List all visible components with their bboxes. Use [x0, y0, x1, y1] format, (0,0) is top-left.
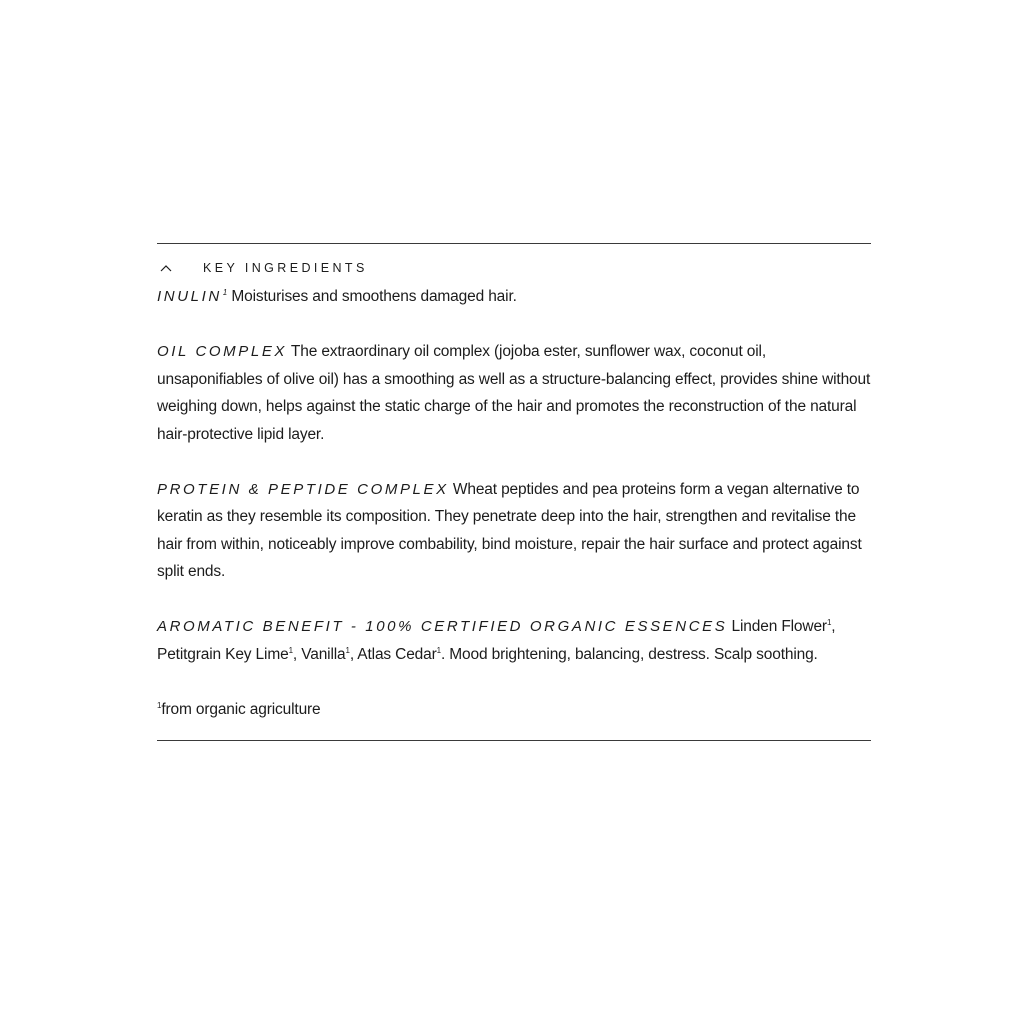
- footnote-mark: 1: [222, 288, 228, 297]
- ingredient-name: AROMATIC BENEFIT - 100% CERTIFIED ORGANIC ESSENCES: [157, 618, 728, 635]
- ingredient-inulin: [157, 283, 871, 311]
- ingredient-name: PROTEIN & PEPTIDE COMPLEX: [157, 480, 449, 498]
- footnote-mark: 1: [157, 700, 162, 710]
- essence-item: , Petitgrain Key Lime$^1$: [157, 618, 836, 663]
- ingredient-description: The extraordinary oil complex (jojoba ester, sunflower wax, coconut oil, unsaponifiables of olive oil) has a smoothing as well as a structure-balancing effect, provides shine without weighing down, helps against the static charge of the hair and promotes the reconstruction of the natural hair-protective lipid layer.: [157, 343, 871, 443]
- ingredient-protein-complex: [157, 476, 871, 586]
- chevron-up-icon: [159, 261, 173, 275]
- footnote-text: from organic agriculture: [161, 700, 321, 718]
- ingredient-description: . Mood brightening, balancing, destress. Scalp soothing.: [440, 645, 818, 663]
- ingredient-name: OIL COMPLEX: [157, 343, 288, 360]
- footnote-mark: 1: [826, 617, 832, 627]
- ingredient-description: Wheat peptides and pea proteins form a vegan alternative to keratin as they resemble its composition. They penetrate deep into the hair, strengthen and revitalise the hair from within, noticeably improve combability, bind moisture, repair the hair surface and protect against split ends.: [157, 480, 862, 580]
- top-divider: [157, 243, 871, 244]
- key-ingredients-panel: [157, 243, 871, 741]
- footnote-mark: 1: [436, 645, 441, 655]
- footnote-mark: 1: [288, 645, 293, 655]
- bottom-divider: [157, 740, 871, 741]
- key-ingredients-toggle[interactable]: [157, 253, 871, 283]
- footnote: [157, 696, 871, 724]
- ingredient-aromatic-benefit: [157, 613, 871, 668]
- ingredient-name: INULIN$^1$: [157, 288, 228, 305]
- essence-item: , Atlas Cedar$^1$: [349, 645, 441, 663]
- ingredient-oil-complex: [157, 338, 871, 448]
- footnote-mark: 1: [345, 645, 350, 655]
- section-title: KEY INGREDIENTS: [203, 261, 368, 275]
- essence-item: , Vanilla$^1$: [292, 645, 350, 663]
- ingredient-description: Moisturises and smoothens damaged hair.: [227, 288, 517, 305]
- essence-item: Linden Flower$^1$: [727, 617, 832, 635]
